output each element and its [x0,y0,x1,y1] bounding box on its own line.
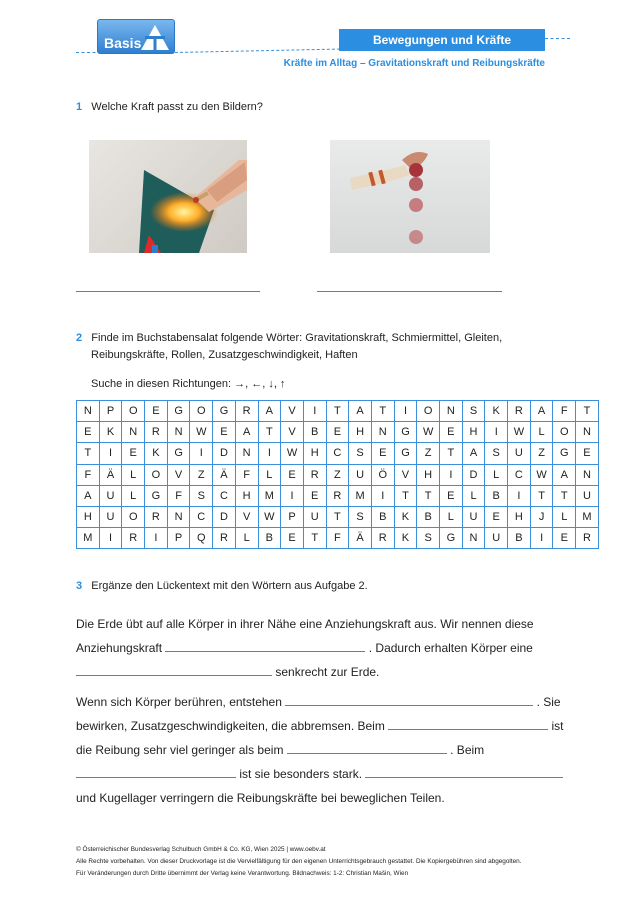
grid-row [77,506,599,527]
grid-cell[interactable]: P [99,401,122,422]
topic-tag: Bewegungen und Kräfte [339,29,545,51]
grid-row [77,443,599,464]
grid-cell[interactable]: C [190,506,213,527]
grid-cell[interactable]: T [394,485,417,506]
grid-cell[interactable]: I [258,443,281,464]
grid-cell[interactable]: O [190,401,213,422]
grid-cell[interactable]: E [303,485,326,506]
triangle-logo-icon [140,24,170,51]
task2-directions: Suche in diesen Richtungen: →, ←, ↓, ↑ [91,378,286,390]
grid-cell[interactable]: S [417,528,440,549]
p2-line4-text: ist sie besonders stark. [239,767,363,781]
grid-cell[interactable]: N [576,464,599,485]
grid-row [77,422,599,443]
grid-cell[interactable]: G [145,485,168,506]
grid-cell[interactable]: T [530,485,553,506]
grid-cell[interactable]: N [77,401,100,422]
grid-cell[interactable]: R [122,528,145,549]
grid-cell[interactable]: V [167,464,190,485]
grid-cell[interactable]: M [349,485,372,506]
grid-row [77,401,599,422]
grid-cell[interactable]: U [462,506,485,527]
task3-question [76,580,368,592]
grid-cell[interactable]: M [576,506,599,527]
grid-cell[interactable]: W [530,464,553,485]
grid-cell[interactable]: R [303,464,326,485]
grid-cell[interactable]: T [371,401,394,422]
grid-cell[interactable]: I [440,464,463,485]
grid-cell[interactable]: E [576,443,599,464]
grid-row [77,464,599,485]
grid-cell[interactable]: A [349,401,372,422]
grid-cell[interactable]: U [508,443,531,464]
grid-cell[interactable]: B [303,422,326,443]
grid-cell[interactable]: H [462,422,485,443]
grid-cell[interactable]: E [485,506,508,527]
grid-cell[interactable]: U [303,506,326,527]
task3-number: 3 [76,580,83,592]
grid-cell[interactable]: N [576,422,599,443]
grid-cell[interactable]: V [394,464,417,485]
grid-cell[interactable]: I [371,485,394,506]
grid-cell[interactable]: P [281,506,304,527]
grid-cell[interactable]: Ä [213,464,236,485]
grid-cell[interactable]: H [77,506,100,527]
grid-cell[interactable]: C [508,464,531,485]
grid-cell[interactable]: V [281,422,304,443]
grid-cell[interactable]: D [213,443,236,464]
gap-3[interactable] [285,695,533,706]
grid-cell[interactable]: I [281,485,304,506]
grid-cell[interactable]: L [122,464,145,485]
grid-cell[interactable]: N [122,422,145,443]
grid-cell[interactable]: L [440,506,463,527]
grid-cell[interactable]: L [553,506,576,527]
grid-cell[interactable]: N [235,443,258,464]
grid-cell[interactable]: E [326,422,349,443]
p2-line2-b: ist [551,719,564,733]
grid-cell[interactable]: I [190,443,213,464]
grid-cell[interactable]: H [303,443,326,464]
grid-cell[interactable]: K [394,506,417,527]
grid-cell[interactable]: A [530,401,553,422]
grid-cell[interactable]: O [553,422,576,443]
grid-cell[interactable]: T [303,528,326,549]
grid-cell[interactable]: G [213,401,236,422]
logo-text: Basis [104,35,142,51]
p2-line1-b: . Sie [536,695,561,709]
grid-cell[interactable]: M [77,528,100,549]
grid-cell[interactable]: A [462,443,485,464]
gap-2[interactable] [76,665,272,676]
gap-1[interactable] [165,641,365,652]
p1-line2 [76,641,533,655]
gap-4[interactable] [388,719,548,730]
grid-cell[interactable]: O [417,401,440,422]
grid-cell[interactable]: Q [190,528,213,549]
grid-cell[interactable]: E [281,528,304,549]
grid-cell[interactable]: G [394,422,417,443]
grid-cell[interactable]: C [213,485,236,506]
grid-cell[interactable]: H [417,464,440,485]
grid-cell[interactable]: E [145,401,168,422]
grid-cell[interactable]: I [145,528,168,549]
grid-cell[interactable]: Ö [371,464,394,485]
grid-cell[interactable]: R [145,422,168,443]
header-dash-right [545,38,570,39]
grid-cell[interactable]: B [417,506,440,527]
grid-cell[interactable]: W [281,443,304,464]
grid-cell[interactable]: O [145,464,168,485]
grid-cell[interactable]: E [281,464,304,485]
grid-cell[interactable]: T [553,485,576,506]
grid-cell[interactable]: Ä [99,464,122,485]
task1-question [76,101,263,113]
grid-cell[interactable]: A [258,401,281,422]
grid-cell[interactable]: W [190,422,213,443]
grid-cell[interactable]: F [326,528,349,549]
grid-cell[interactable]: R [371,528,394,549]
grid-cell[interactable]: M [258,485,281,506]
grid-cell[interactable]: W [258,506,281,527]
task2-text-line2: Reibungskräfte, Rollen, Zusatzgeschwindigkeit, Haften [91,349,358,361]
p2-line5: und Kugellager verringern die Reibungskräfte bei beweglichen Teilen. [76,791,445,805]
match-striking-illustration [89,140,247,253]
grid-cell[interactable]: I [99,443,122,464]
grid-cell[interactable]: E [440,485,463,506]
task2-question [76,330,502,364]
grid-cell[interactable]: O [122,506,145,527]
grid-cell[interactable]: N [371,422,394,443]
grid-cell[interactable]: T [576,401,599,422]
p1-line3-text: senkrecht zur Erde. [275,665,380,679]
grid-cell[interactable]: Z [326,464,349,485]
grid-cell[interactable]: G [167,443,190,464]
grid-cell[interactable]: R [576,528,599,549]
grid-cell[interactable]: V [281,401,304,422]
grid-cell[interactable]: T [417,485,440,506]
grid-cell[interactable]: K [485,401,508,422]
grid-cell[interactable]: Z [190,464,213,485]
grid-cell[interactable]: N [462,528,485,549]
footer-rights: Alle Rechte vorbehalten. Von dieser Druckvorlage ist die Vervielfältigung für den eigenen Unterrichtsgebrauch gestattet. Die Kopiergebühren sind abgegolten. [76,858,522,865]
grid-cell[interactable]: E [440,422,463,443]
grid-cell[interactable]: K [145,443,168,464]
grid-cell[interactable]: B [371,506,394,527]
grid-cell[interactable]: W [508,422,531,443]
grid-cell[interactable]: A [77,485,100,506]
grid-cell[interactable]: N [440,401,463,422]
grid-cell[interactable]: N [167,506,190,527]
grid-cell[interactable]: E [371,443,394,464]
header-dash-middle [175,49,340,53]
grid-cell[interactable]: R [235,401,258,422]
grid-cell[interactable]: U [576,485,599,506]
grid-row [77,485,599,506]
p2-line3 [76,743,484,757]
grid-cell[interactable]: Z [530,443,553,464]
grid-cell[interactable]: R [145,506,168,527]
match-striking-photo [89,140,247,253]
p2-line1-a: Wenn sich Körper berühren, entstehen [76,695,282,709]
p2-line3-a: die Reibung sehr viel geringer als beim [76,743,284,757]
grid-cell[interactable]: K [99,422,122,443]
task1-text: Welche Kraft passt zu den Bildern? [91,101,263,113]
grid-cell[interactable]: B [485,485,508,506]
grid-cell[interactable]: T [326,401,349,422]
answer-line-1[interactable] [76,291,260,292]
grid-cell[interactable]: F [167,485,190,506]
grid-cell[interactable]: D [462,464,485,485]
grid-cell[interactable]: Z [417,443,440,464]
grid-cell[interactable]: V [235,506,258,527]
grid-cell[interactable]: U [99,485,122,506]
p2-line1 [76,695,561,709]
grid-cell[interactable]: R [213,528,236,549]
grid-cell[interactable]: N [167,422,190,443]
grid-cell[interactable]: L [485,464,508,485]
falling-ball-photo [330,140,490,253]
p2-line2 [76,719,564,733]
grid-cell[interactable]: U [349,464,372,485]
gap-5[interactable] [287,743,447,754]
footer-copyright: © Österreichischer Bundesverlag Schulbuch GmbH & Co. KG, Wien 2025 | www.oebv.at [76,846,326,853]
grid-cell[interactable]: L [530,422,553,443]
grid-cell[interactable]: S [462,401,485,422]
grid-cell[interactable]: I [394,401,417,422]
grid-cell[interactable]: E [553,528,576,549]
grid-cell[interactable]: S [485,443,508,464]
grid-cell[interactable]: G [167,401,190,422]
grid-cell[interactable]: I [530,528,553,549]
grid-cell[interactable]: Ä [349,528,372,549]
grid-cell[interactable]: S [190,485,213,506]
grid-cell[interactable]: G [394,443,417,464]
grid-cell[interactable]: L [235,528,258,549]
p1-line2-a: Anziehungskraft [76,641,163,655]
grid-cell[interactable]: T [326,506,349,527]
word-search-grid [76,400,599,549]
grid-cell[interactable]: F [553,401,576,422]
grid-cell[interactable]: W [417,422,440,443]
grid-cell[interactable]: A [235,422,258,443]
task3-text: Ergänze den Lückentext mit den Wörtern aus Aufgabe 2. [91,580,368,592]
grid-cell[interactable]: I [99,528,122,549]
gap-6[interactable] [76,767,236,778]
gap-7[interactable] [365,767,563,778]
grid-cell[interactable]: R [326,485,349,506]
grid-cell[interactable]: T [258,422,281,443]
task2-number: 2 [76,332,83,344]
grid-cell[interactable]: H [349,422,372,443]
footer-credits: Für Veränderungen durch Dritte übernimmt der Verlag keine Verantwortung. Bildnachweis: 1-2: Christian Mašin, Wien [76,870,409,877]
grid-cell[interactable]: H [235,485,258,506]
p1-line1: Die Erde übt auf alle Körper in ihrer Nähe eine Anziehungskraft aus. Wir nennen diese [76,617,534,631]
grid-cell[interactable]: O [122,401,145,422]
grid-cell[interactable]: H [508,506,531,527]
grid-cell[interactable]: C [326,443,349,464]
grid-cell[interactable]: E [77,422,100,443]
p1-line2-b: . Dadurch erhalten Körper eine [368,641,533,655]
p1-line3 [76,665,379,679]
grid-cell[interactable]: J [530,506,553,527]
grid-cell[interactable]: D [213,506,236,527]
grid-cell[interactable]: R [508,401,531,422]
grid-cell[interactable]: T [440,443,463,464]
grid-cell[interactable]: G [440,528,463,549]
p2-line2-a: bewirken, Zusatzgeschwindigkeiten, die abbremsen. Beim [76,719,385,733]
grid-cell[interactable]: B [508,528,531,549]
answer-line-2[interactable] [317,291,502,292]
p2-line4 [76,767,563,781]
grid-cell[interactable]: A [553,464,576,485]
grid-cell[interactable]: F [235,464,258,485]
grid-cell[interactable]: S [349,506,372,527]
grid-cell[interactable]: G [553,443,576,464]
task1-number: 1 [76,101,83,113]
grid-row [77,528,599,549]
grid-cell[interactable]: P [167,528,190,549]
grid-cell[interactable]: I [508,485,531,506]
falling-ball-illustration [330,140,490,253]
grid-cell[interactable]: T [77,443,100,464]
grid-cell[interactable]: B [258,528,281,549]
grid-cell[interactable]: L [122,485,145,506]
task2-text-line1: Finde im Buchstabensalat folgende Wörter: Gravitationskraft, Schmiermittel, Gleiten, [91,332,503,344]
grid-cell[interactable]: K [394,528,417,549]
grid-cell[interactable]: L [258,464,281,485]
grid-cell[interactable]: I [303,401,326,422]
grid-cell[interactable]: L [462,485,485,506]
grid-cell[interactable]: S [349,443,372,464]
page-subtitle: Kräfte im Alltag – Gravitationskraft und Reibungskräfte [283,58,545,69]
basis-logo [97,19,175,54]
grid-cell[interactable]: F [77,464,100,485]
grid-cell[interactable]: U [99,506,122,527]
grid-cell[interactable]: I [485,422,508,443]
grid-cell[interactable]: E [213,422,236,443]
p2-line3-b: . Beim [450,743,485,757]
grid-cell[interactable]: U [485,528,508,549]
grid-cell[interactable]: E [122,443,145,464]
